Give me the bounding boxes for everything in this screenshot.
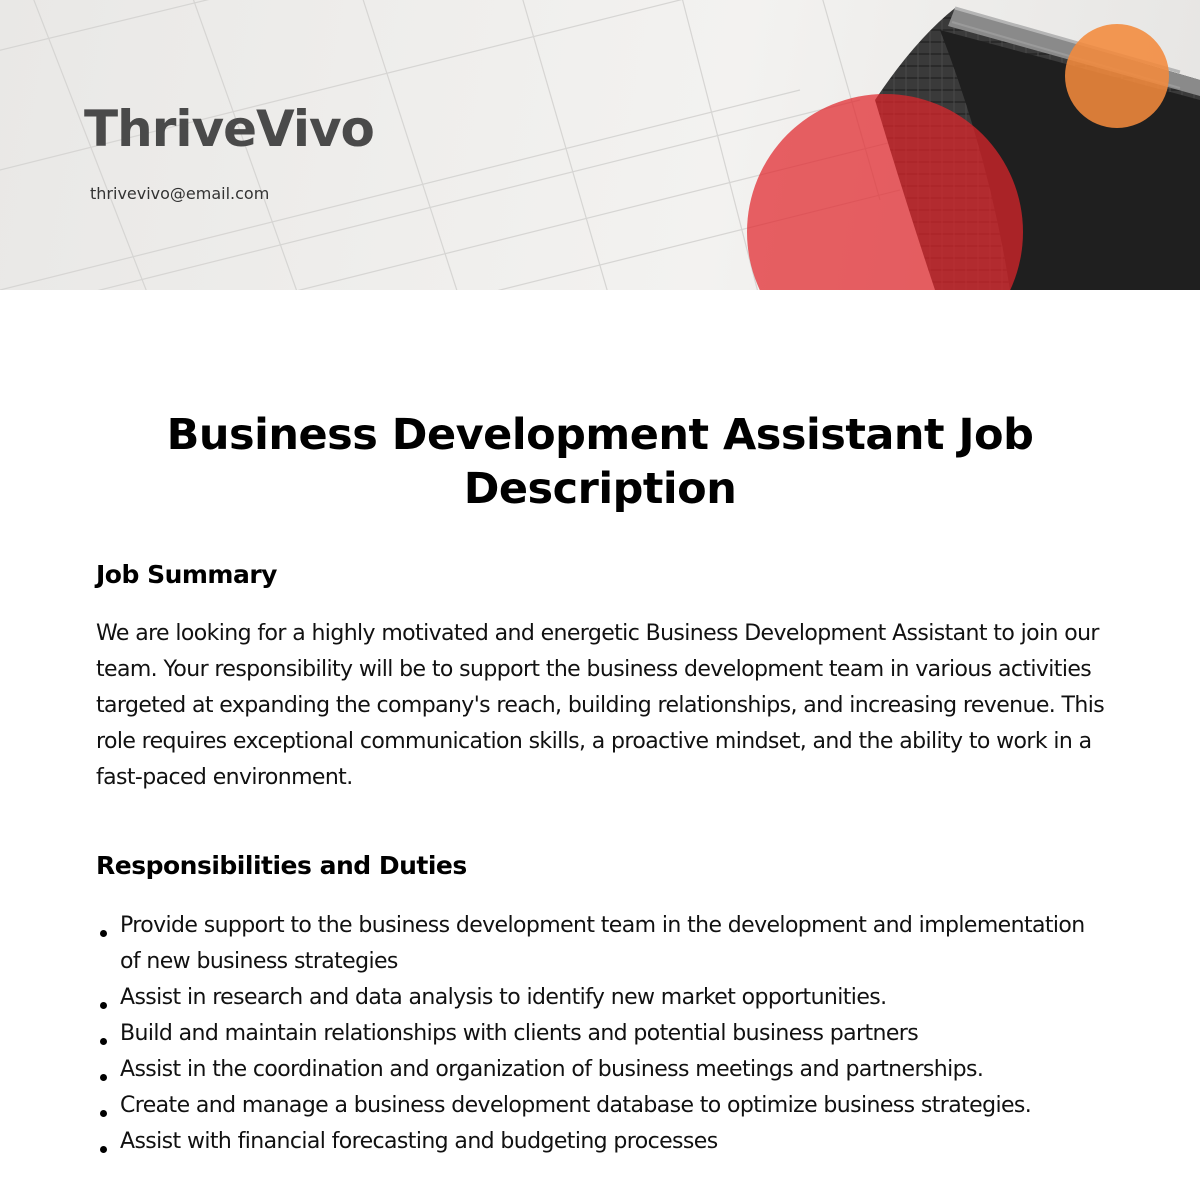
list-item xyxy=(96,908,1106,980)
list-item xyxy=(96,980,1106,1016)
bullet-icon xyxy=(100,1038,107,1045)
job-summary-text: We are looking for a highly motivated and energetic Business Development Assistant to join our team. Your responsibility will be to support the business development team in various activities targeted at expanding the company's reach, building relationships, and increasing revenue. This role requires exceptional communication skills, a proactive mindset, and the ability to work in a fast-paced environment. xyxy=(96,621,1105,790)
section-heading-job-summary: Job Summary xyxy=(96,560,277,589)
list-item-text: Assist in research and data analysis to identify new market opportunities. xyxy=(120,985,887,1010)
page-title: Business Development Assistant Job Description xyxy=(166,410,1034,514)
bullet-icon xyxy=(100,1074,107,1081)
list-item-text: Assist in the coordination and organization of business meetings and partnerships. xyxy=(120,1057,984,1082)
company-email: thrivevivo@email.com xyxy=(90,184,270,203)
bullet-icon xyxy=(100,1002,107,1009)
bullet-icon xyxy=(100,1110,107,1117)
list-item-text: Create and manage a business development database to optimize business strategies. xyxy=(120,1093,1032,1118)
bullet-icon xyxy=(100,930,107,937)
bullet-icon xyxy=(100,1146,107,1153)
list-item xyxy=(96,1016,1106,1052)
header-banner xyxy=(0,0,1200,290)
list-item-text: Assist with financial forecasting and budgeting processes xyxy=(120,1129,718,1154)
list-item-text: Build and maintain relationships with clients and potential business partners xyxy=(120,1021,919,1046)
list-item-text: Provide support to the business development team in the development and implementation of new business strategies xyxy=(120,913,1085,974)
company-logo-name: ThriveVivo xyxy=(84,100,374,158)
list-item xyxy=(96,1124,1106,1160)
orange-circle-decoration xyxy=(1065,24,1169,128)
list-item xyxy=(96,1052,1106,1088)
section-heading-responsibilities: Responsibilities and Duties xyxy=(96,851,467,880)
responsibilities-list xyxy=(96,908,1106,1160)
list-item xyxy=(96,1088,1106,1124)
